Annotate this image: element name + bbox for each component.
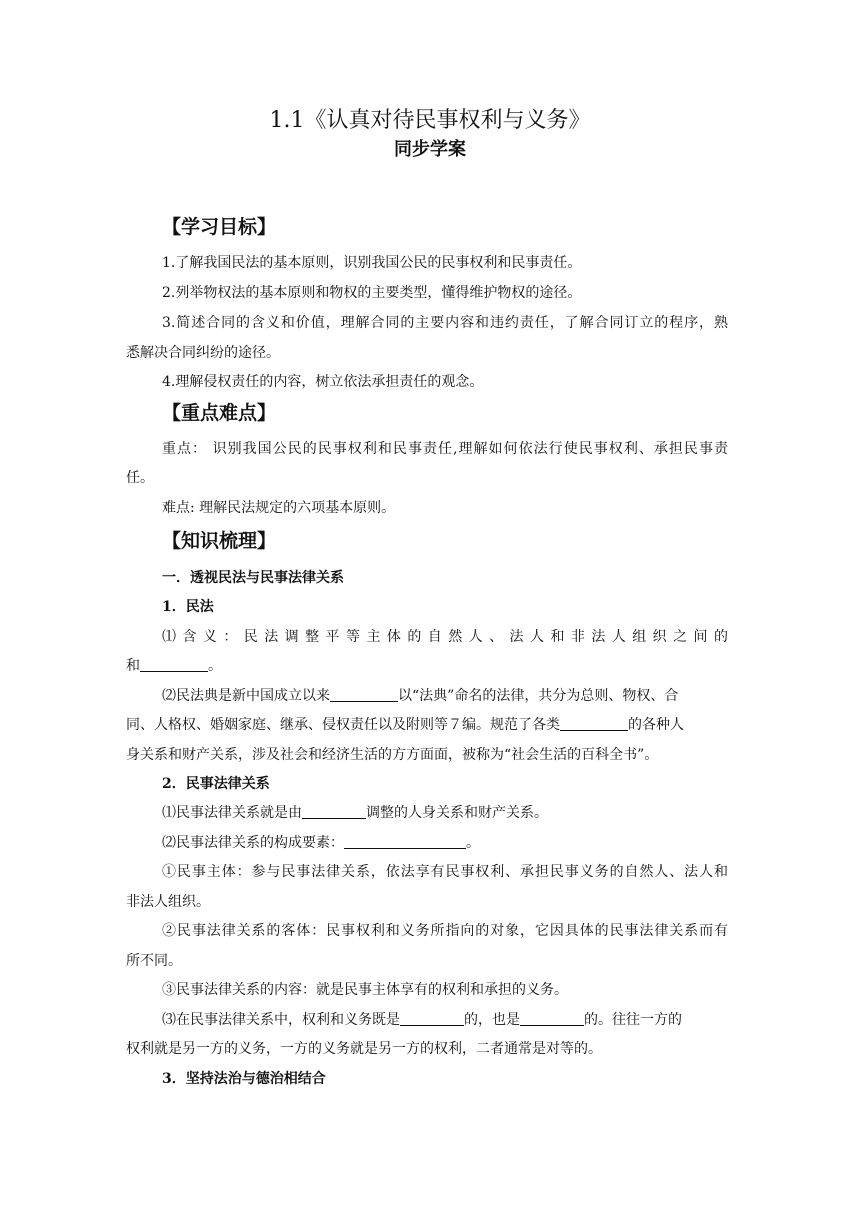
civil-code-line-2 xyxy=(126,714,684,736)
fill-in-blank[interactable] xyxy=(520,1011,584,1026)
objective-item-1: 1.了解我国民法的基本原则，识别我国公民的民事权利和民事责任。 xyxy=(162,255,582,271)
text-fragment: 。 xyxy=(466,835,480,851)
text-fragment: 和 xyxy=(126,658,140,674)
legal-relation-elements xyxy=(162,832,480,854)
civil-law-definition-line-2 xyxy=(126,655,222,677)
key-point-line-2: 任。 xyxy=(126,470,154,486)
difficulty-line: 难点: 理解民法规定的六项基本原则。 xyxy=(162,500,396,516)
legal-relation-definition xyxy=(162,802,548,824)
text-fragment: ⑵民法典是新中国成立以来 xyxy=(162,688,330,704)
objective-item-2: 2.列举物权法的基本原则和物权的主要类型，懂得维护物权的途径。 xyxy=(162,285,582,301)
text-fragment: ⑶在民事法律关系中，权利和义务既是 xyxy=(162,1012,400,1028)
element-subject-line-1: ①民事主体：参与民事法律关系，依法享有民事权利、承担民事义务的自然人、法人和 xyxy=(162,864,728,880)
fill-in-blank[interactable] xyxy=(400,1011,464,1026)
knowledge-heading: 【知识梳理】 xyxy=(162,530,277,552)
section-3-title: 3．坚持法治与德治相结合 xyxy=(162,1071,326,1087)
fill-in-blank[interactable] xyxy=(344,834,466,849)
objective-item-3-line-1: 3.简述合同的含义和价值，理解合同的主要内容和违约责任，了解合同订立的程序，熟 xyxy=(162,315,728,331)
rights-duties-line-2: 权利就是另一方的义务，一方的义务就是另一方的权利，二者通常是对等的。 xyxy=(126,1041,602,1057)
text-fragment: 。 xyxy=(208,658,222,674)
fill-in-blank[interactable] xyxy=(560,716,628,731)
civil-code-line-3: 身关系和财产关系，涉及社会和经济生活的方方面面，被称为“社会生活的百科全书”。 xyxy=(126,747,659,763)
text-fragment: 调整的人身关系和财产关系。 xyxy=(366,805,548,821)
text-fragment: 的，也是 xyxy=(464,1012,520,1028)
keypoints-heading: 【重点难点】 xyxy=(162,402,277,424)
text-fragment: 同、人格权、婚姻家庭、继承、侵权责任以及附则等７编。规范了各类 xyxy=(126,717,560,733)
fill-in-blank[interactable] xyxy=(330,687,398,702)
text-fragment: 的。往往一方的 xyxy=(584,1012,682,1028)
part-1-title: 一．透视民法与民事法律关系 xyxy=(162,570,344,586)
element-object-line-1: ②民事法律关系的客体：民事权利和义务所指向的对象，它因具体的民事法律关系而有 xyxy=(162,923,728,939)
fill-in-blank[interactable] xyxy=(302,804,366,819)
text-fragment: 的各种人 xyxy=(628,717,684,733)
element-subject-line-2: 非法人组织。 xyxy=(126,894,210,910)
text-fragment: 以“法典”命名的法律，共分为总则、物权、合 xyxy=(398,688,679,704)
section-1-title: 1．民法 xyxy=(162,599,214,615)
section-2-title: 2．民事法律关系 xyxy=(162,776,270,792)
document-subtitle: 同步学案 xyxy=(394,139,466,160)
rights-duties-line-1 xyxy=(162,1009,682,1031)
element-object-line-2: 所不同。 xyxy=(126,953,182,969)
document-title: 1.1《认真对待民事权利与义务》 xyxy=(269,108,591,133)
text-fragment: ⑵民事法律关系的构成要素： xyxy=(162,835,344,851)
objectives-heading: 【学习目标】 xyxy=(162,216,277,238)
civil-law-definition-line-1: ⑴ 含 义 ： 民 法 调 整 平 等 主 体 的 自 然 人 、 法 人 和 非 法 人 组 织 之 间 的 xyxy=(162,629,728,645)
objective-item-3-line-2: 悉解决合同纠纷的途径。 xyxy=(126,345,280,361)
element-content: ③民事法律关系的内容：就是民事主体享有的权利和承担的义务。 xyxy=(162,982,568,998)
objective-item-4: 4.理解侵权责任的内容，树立依法承担责任的观念。 xyxy=(162,374,484,390)
civil-code-line-1 xyxy=(162,685,678,707)
text-fragment: ⑴民事法律关系就是由 xyxy=(162,805,302,821)
key-point-line-1: 重点： 识别我国公民的民事权利和民事责任,理解如何依法行使民事权利、承担民事责 xyxy=(162,441,728,457)
fill-in-blank[interactable] xyxy=(140,657,208,672)
